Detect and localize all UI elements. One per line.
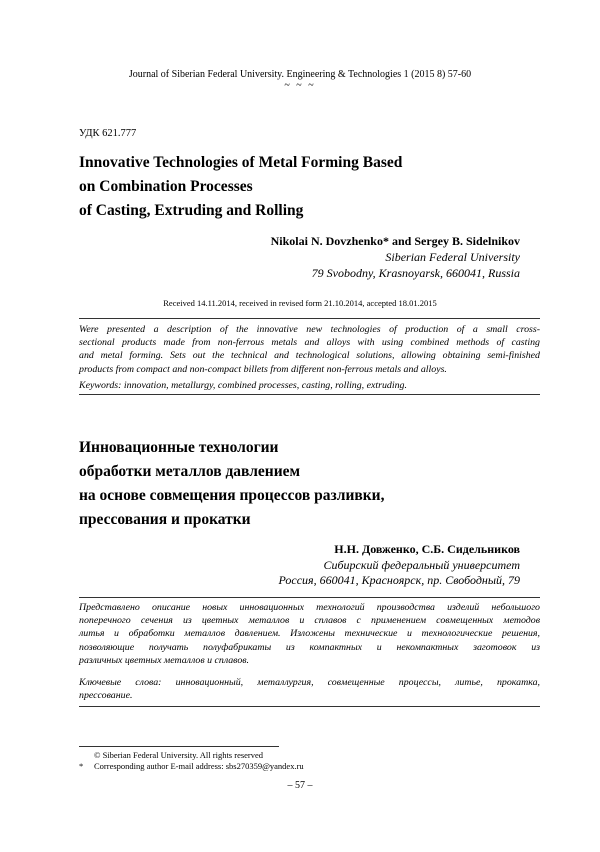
english-keywords: Keywords: innovation, metallurgy, combined processes, casting, rolling, extruding. (79, 380, 407, 391)
russian-title-line: прессования и прокатки (79, 511, 251, 528)
abstract-top-rule (79, 318, 540, 319)
udk-code: УДК 621.777 (79, 128, 137, 139)
page-number: – 57 – (287, 780, 313, 791)
corresponding-author-footnote: Corresponding author E-mail address: sbs270359@yandex.ru (94, 761, 304, 771)
english-title-line: Innovative Technologies of Metal Forming Based (79, 154, 403, 171)
russian-abstract-line: различных цветных металлов и сплавов. (79, 654, 250, 666)
copyright-footnote: © Siberian Federal University. All rights reserved (94, 750, 264, 760)
russian-keywords-line: прессование. (79, 690, 133, 702)
received-dates: Received 14.11.2014, received in revised form 21.10.2014, accepted 18.01.2015 (163, 298, 437, 308)
russian-authors: Н.Н. Довженко, С.Б. Сидельников (334, 542, 520, 556)
russian-title-line: на основе совмещения процессов разливки, (79, 487, 385, 504)
english-authors: Nikolai N. Dovzhenko* and Sergey B. Sidelnikov (270, 234, 520, 248)
english-affiliation-line: Siberian Federal University (385, 250, 520, 264)
english-title (79, 151, 519, 223)
russian-abstract-line: поперечного сечения из цветных металлов и сплавов с применением совмещенных методов (79, 615, 540, 627)
english-abstract-line: Were presented a description of the innovative new technologies of production of a small cross- (79, 324, 540, 335)
russian-abstract-line: позволяющие получать полуфабрикаты из компактных и некомпактных заготовок из (79, 641, 540, 653)
english-title-line: of Casting, Extruding and Rolling (79, 202, 304, 219)
header-ornament: ~ ~ ~ (284, 80, 316, 91)
russian-abstract-line: Представлено описание новых инновационных технологий производства изделий небольшого (79, 602, 540, 613)
footnote-star-mark: * (79, 761, 84, 771)
russian-abstract (79, 601, 540, 667)
russian-title-line: Инновационные технологии (79, 439, 279, 456)
russian-title (79, 436, 519, 532)
russian-title-line: обработки металлов давлением (79, 463, 301, 480)
russian-abstract-bottom-rule (79, 706, 540, 707)
footnote-rule (79, 746, 279, 747)
english-abstract (79, 323, 540, 376)
russian-affiliation-line: Сибирский федеральный университет (323, 558, 520, 572)
russian-keywords (79, 676, 540, 702)
russian-affiliation-line: Россия, 660041, Красноярск, пр. Свободный, 79 (278, 573, 520, 587)
english-abstract-line: products from compact and non-compact billets from different non-ferrous metals and alloys. (79, 363, 447, 375)
english-title-line: on Combination Processes (79, 178, 253, 195)
english-affiliation-line: 79 Svobodny, Krasnoyarsk, 660041, Russia (311, 266, 520, 280)
english-abstract-line: and metal forming. Sets out the technical and technological solutions, allowing obtaining semi-finished (79, 350, 540, 362)
journal-header: Journal of Siberian Federal University. Engineering & Technologies 1 (2015 8) 57-60 (128, 69, 472, 80)
abstract-bottom-rule (79, 394, 540, 395)
russian-abstract-top-rule (79, 597, 540, 598)
russian-keywords-line: Ключевые слова: инновационный, металлургия, совмещенные процессы, литье, прокатка, (79, 677, 540, 688)
russian-abstract-line: литья и обработки металлов давлением. Изложены технические и технологические решения, (79, 628, 540, 640)
english-abstract-line: sectional products made from non-ferrous metals and alloys with using combined methods of casting (79, 337, 540, 349)
